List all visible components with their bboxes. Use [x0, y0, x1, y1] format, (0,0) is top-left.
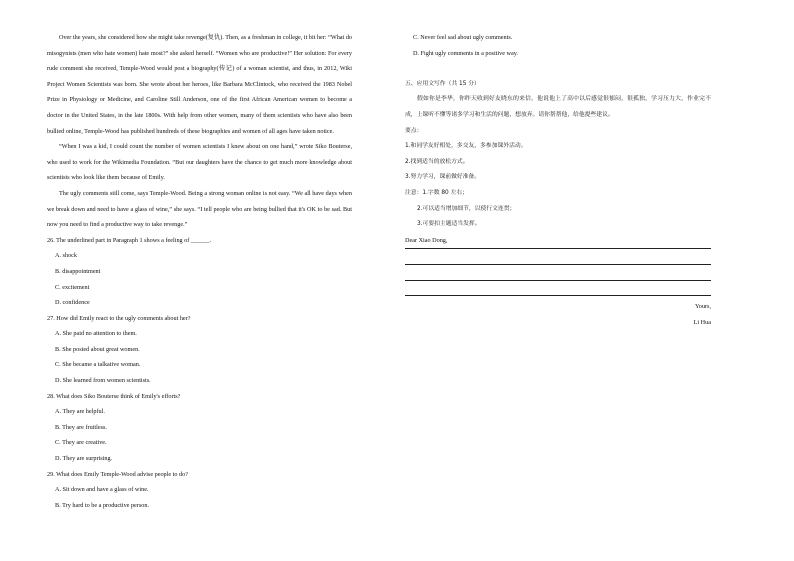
passage-paragraph: “When I was a kid, I could count the number of women scientists I knew about on one hand,” wrote Siko Bouterse, who used to work for the Wikimedia Foundation. “But our daughters have the chance to get much more knowledge about scientists who look like them because of Emily.	[47, 143, 352, 182]
section-title: 五、应用文写作（共 15 分）	[405, 80, 480, 87]
letter-signature: Li Hua	[693, 318, 711, 326]
option-29a: A. Sit down and have a glass of wine.	[55, 486, 149, 494]
right-column	[405, 30, 711, 330]
letter-closing: Yours,	[694, 303, 711, 311]
option-28b: B. They are fruitless.	[55, 423, 107, 431]
option-29d: D. Fight ugly comments in a positive way.	[413, 49, 518, 57]
left-column	[47, 30, 352, 513]
note-2: 2.可以适当增加细节，以使行文连贯；	[417, 205, 516, 212]
option-28d: D. They are surprising.	[55, 455, 113, 463]
option-28c: C. They are creative.	[55, 439, 107, 447]
question-29: 29. What does Emily Temple-Wood advise people to do?	[47, 470, 188, 478]
option-27b: B. She posted about great women.	[55, 345, 140, 353]
option-27d: D. She learned from women scientists.	[55, 377, 151, 385]
points-title: 要点：	[405, 127, 423, 134]
point-2: 2.找到适当的放松方式。	[405, 158, 469, 165]
option-26c: C. excitement	[55, 283, 90, 291]
question-27: 27. How did Emily react to the ugly comments about her?	[47, 314, 191, 322]
option-29c: C. Never feel sad about ugly comments.	[413, 34, 513, 41]
option-26a: A. shock	[55, 252, 77, 260]
option-27a: A. She paid no attention to them.	[55, 330, 137, 338]
question-26: 26. The underlined part in Paragraph 1 shows a feeling of ______.	[47, 236, 211, 244]
passage-paragraph: The ugly comments still come, says Temple-Wood. Being a strong woman online is not easy. “We all have days when we break down and need to have a glass of wine,” she says. “I tell people who are being bullied that it's OK to be sad. But now you need to find a productive way to take revenge.”	[47, 189, 352, 229]
question-28: 28. What does Siko Bouterse think of Emily's efforts?	[47, 392, 181, 400]
option-29b: B. Try hard to be a productive person.	[55, 501, 150, 509]
option-26b: B. disappointment	[55, 267, 101, 275]
passage-paragraph: Over the years, she considered how she might take revenge(复仇). Then, as a freshman in college, it bit her: “What do misogynists (men who hate women) hate most?” she asked herself. “Women who are productive!” Her solution: For every rude comment she received, Temple-Wood would post a biography(传记) of a woman scientist, and thus, in 2012, Wiki Project Women Scientists was born. She wrote about her heroes, like Barbara McClintock, who received the 1983 Nobel Prize in Physiology or Medicine, and Caroline Still Anderson, one of the first African American women to become a doctor in the United States, in the late 1800s. With help from other women, many of them scientists who have also been bullied online, Temple-Wood has published hundreds of these biographies and women of all ages have taken notice.	[47, 34, 353, 135]
notes-title: 注意：1.字数 80 左右；	[405, 189, 468, 196]
point-3: 3.努力学习，课前做好准备。	[405, 174, 481, 181]
letter-salutation: Dear Xiao Dong,	[405, 236, 448, 244]
note-3: 3.可要扣主题适当发挥。	[417, 221, 481, 228]
option-26d: D. confidence	[55, 299, 90, 307]
option-28a: A. They are helpful.	[55, 408, 105, 416]
writing-prompt: 假如你是李华，你昨天收到好友晓东的来信，他说他上了高中以后感觉很郁闷，很孤独，学习压力大，作业完不成，上课听不懂等诸多学习和生活的问题，想放弃。请你帮帮他，给他提些建议。	[405, 96, 711, 118]
option-27c: C. She became a talkative woman.	[55, 361, 141, 369]
point-1: 1.和同学友好相处，多交友，多参加课外活动。	[405, 143, 527, 150]
